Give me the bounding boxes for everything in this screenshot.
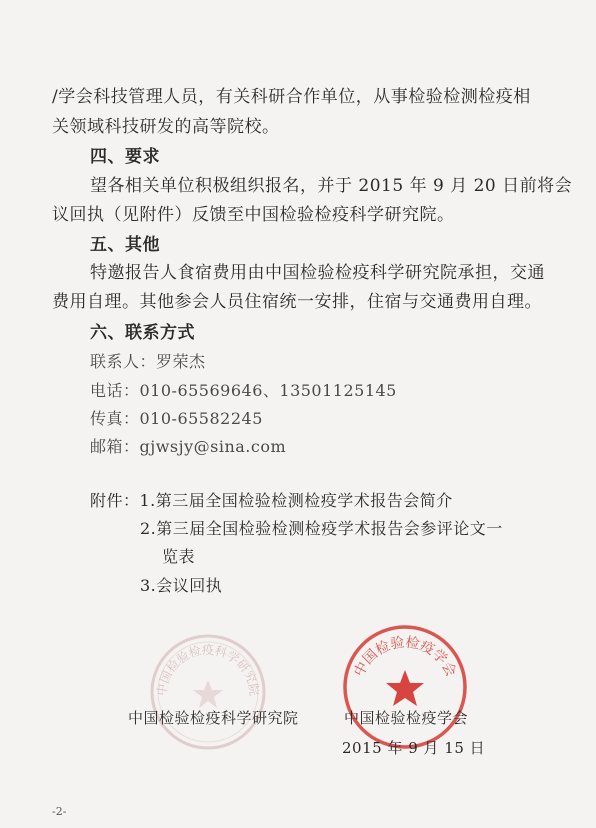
section-5-line2: 费用自理。其他参会人员住宿统一安排，住宿与交通费用自理。 <box>52 292 542 312</box>
contact-phone: 电话：010-65569646、13501125145 <box>90 381 397 400</box>
contact-person: 联系人：罗荣杰 <box>90 352 206 371</box>
institute-seal-text: 中国检验检疫科学研究院 <box>154 643 262 697</box>
section-4-line2: 议回执（见附件）反馈至中国检验检疫科学研究院。 <box>52 205 455 225</box>
attachment-2-line1: 2.第三届全国检验检测检疫学术报告会参评论文一 <box>140 519 503 538</box>
signature-date: 2015 年 9 月 15 日 <box>342 739 486 757</box>
attachment-1: 附件：1.第三届全国检验检测检疫学术报告会简介 <box>90 491 453 510</box>
page-number: -2- <box>52 805 67 818</box>
society-seal-text: 中国检验检疫学会 <box>351 634 459 680</box>
attachment-3: 3.会议回执 <box>140 576 223 595</box>
contact-fax: 传真：010-65582245 <box>90 409 263 428</box>
contact-email: 邮箱：gjwsjy@sina.com <box>90 437 287 456</box>
section-5-title: 五、其他 <box>90 235 160 255</box>
signature-org-2: 中国检验检疫学会 <box>344 709 469 727</box>
star-icon <box>386 670 424 706</box>
section-4-title: 四、要求 <box>90 147 160 167</box>
section-4-line1: 望各相关单位积极组织报名，并于 2015 年 9 月 20 日前将会 <box>90 176 573 196</box>
section-6-title: 六、联系方式 <box>90 323 195 343</box>
section-5-line1: 特邀报告人食宿费用由中国检验检疫科学研究院承担，交通 <box>90 263 545 283</box>
para1-line2: 关领域科技研发的高等院校。 <box>52 117 280 137</box>
society-seal <box>340 622 470 752</box>
institute-seal <box>148 632 268 752</box>
para1-line1: /学会科技管理人员，有关科研合作单位，从事检验检测检疫相 <box>52 87 531 107</box>
attachment-2-line2: 览表 <box>162 547 196 566</box>
signature-org-1: 中国检验检疫科学研究院 <box>128 709 299 727</box>
star-icon <box>193 680 223 708</box>
